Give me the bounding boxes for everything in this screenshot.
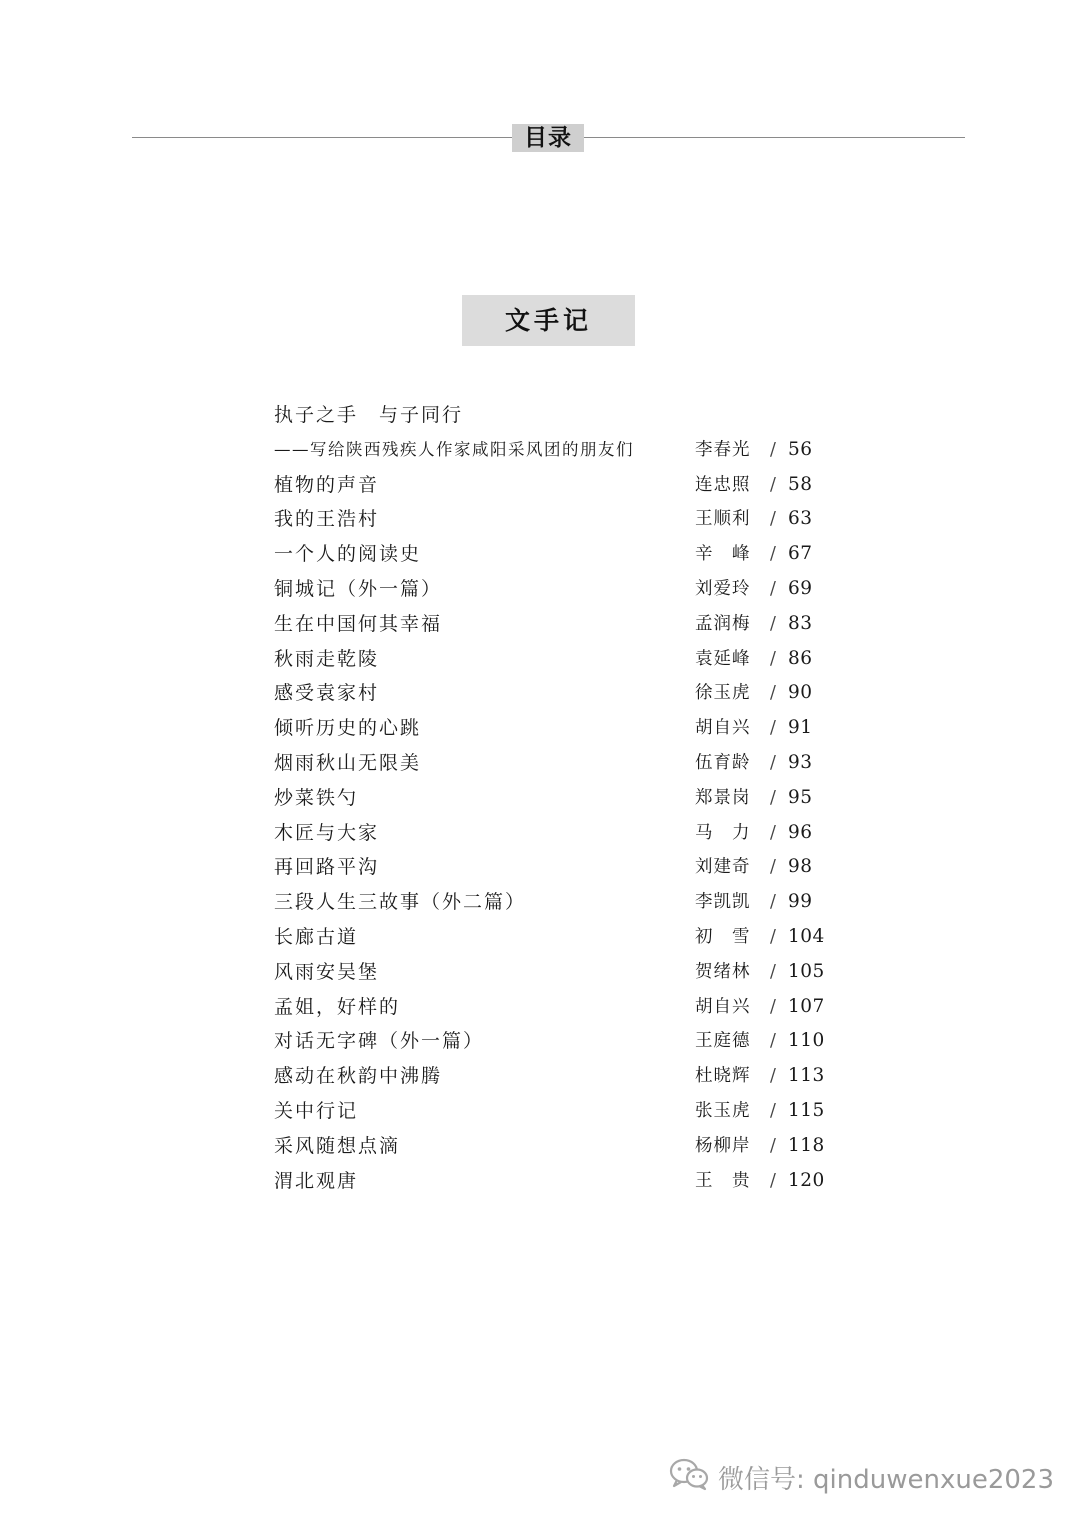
- toc-page-number: 91: [788, 717, 813, 739]
- toc-page-number: 93: [788, 751, 813, 773]
- toc-page-number: 90: [788, 682, 813, 704]
- toc-row: [274, 990, 834, 1025]
- toc-subtitle: ——写给陕西残疾人作家咸阳采风团的朋友们: [274, 439, 634, 459]
- toc-title: 执子之手 与子同行: [274, 404, 464, 426]
- toc-row: [274, 572, 834, 607]
- toc-title: 孟姐，好样的: [274, 995, 401, 1018]
- toc-title: 木匠与大家: [274, 821, 380, 844]
- toc-row: [274, 537, 834, 572]
- toc-author: 刘爱玲: [695, 578, 751, 599]
- toc-author: 王顺利: [695, 509, 751, 530]
- toc-separator: /: [770, 718, 778, 739]
- toc-row: [274, 1129, 834, 1164]
- toc-author: 马 力: [695, 822, 751, 843]
- toc-title: 渭北观唐: [274, 1169, 359, 1192]
- toc-separator: /: [770, 474, 778, 495]
- toc-separator: /: [770, 822, 778, 843]
- toc-separator: /: [770, 1170, 778, 1191]
- toc-title: 植物的声音: [274, 473, 380, 496]
- toc-separator: /: [770, 544, 778, 565]
- toc-row: [274, 398, 834, 433]
- toc-separator: /: [770, 613, 778, 634]
- toc-separator: /: [770, 752, 778, 773]
- toc-row: [274, 850, 834, 885]
- toc-title: 感动在秋韵中沸腾: [274, 1065, 443, 1088]
- toc-title: 长廊古道: [274, 925, 359, 948]
- toc-row: [274, 1024, 834, 1059]
- toc-author: 杜晓辉: [695, 1066, 751, 1087]
- toc-title: 采风随想点滴: [274, 1134, 401, 1157]
- toc-row: [274, 920, 834, 955]
- toc-title: 倾听历史的心跳: [274, 717, 422, 740]
- toc-separator: /: [770, 996, 778, 1017]
- toc-page-number: 69: [788, 577, 813, 599]
- toc-title: 生在中国何其幸福: [274, 612, 443, 635]
- toc-page-number: 105: [788, 960, 825, 982]
- toc-author: 刘建奇: [695, 857, 751, 878]
- toc-subtitle-row: [274, 433, 834, 468]
- toc-title: 风雨安吴堡: [274, 960, 380, 983]
- toc-separator: /: [770, 439, 778, 460]
- toc-title: 一个人的阅读史: [274, 543, 422, 566]
- toc-page-number: 58: [788, 473, 813, 495]
- toc-page-number: 110: [788, 1030, 825, 1052]
- toc-author: 王庭德: [695, 1031, 751, 1052]
- toc-author: 贺绪林: [695, 961, 751, 982]
- toc-page-number: 96: [788, 821, 813, 843]
- toc-title: 对话无字碑（外一篇）: [274, 1030, 485, 1053]
- wechat-icon: [668, 1457, 718, 1498]
- toc-row: [274, 1059, 834, 1094]
- toc-author: 郑景岗: [695, 787, 751, 808]
- toc-page-number: 107: [788, 995, 825, 1017]
- toc-separator: /: [770, 787, 778, 808]
- toc-author: 徐玉虎: [695, 683, 751, 704]
- toc-author: 孟润梅: [695, 613, 751, 634]
- toc-author: 胡自兴: [695, 996, 751, 1017]
- toc-separator: /: [770, 961, 778, 982]
- toc-separator: /: [770, 683, 778, 704]
- toc-separator: /: [770, 509, 778, 530]
- toc-page-number: 115: [788, 1099, 825, 1121]
- toc-separator: /: [770, 926, 778, 947]
- toc-separator: /: [770, 857, 778, 878]
- toc-page-number: 104: [788, 925, 825, 947]
- toc-row: [274, 607, 834, 642]
- toc-author: 袁延峰: [695, 648, 751, 669]
- toc-row: [274, 468, 834, 503]
- watermark: [668, 1457, 1054, 1497]
- table-of-contents: [274, 398, 834, 1198]
- watermark-text: 微信号: qinduwenxue2023: [718, 1464, 1054, 1495]
- toc-page-number: 120: [788, 1169, 825, 1191]
- toc-row: [274, 1094, 834, 1129]
- toc-author: 胡自兴: [695, 718, 751, 739]
- toc-page-number: 113: [788, 1065, 825, 1087]
- toc-page-number: 83: [788, 612, 813, 634]
- toc-title: 烟雨秋山无限美: [274, 751, 422, 774]
- toc-title: 关中行记: [274, 1099, 359, 1122]
- toc-row: [274, 676, 834, 711]
- toc-row: [274, 781, 834, 816]
- toc-title: 炒菜铁勺: [274, 786, 359, 809]
- toc-page-number: 95: [788, 786, 813, 808]
- toc-row: [274, 502, 834, 537]
- toc-page-number: 118: [788, 1134, 825, 1156]
- toc-separator: /: [770, 1031, 778, 1052]
- toc-author: 李春光: [695, 439, 751, 460]
- toc-row: [274, 816, 834, 851]
- toc-row: [274, 885, 834, 920]
- toc-page-number: 99: [788, 891, 813, 913]
- toc-separator: /: [770, 1066, 778, 1087]
- toc-author: 张玉虎: [695, 1100, 751, 1121]
- section-title: 文手记: [462, 295, 635, 346]
- page-title: 目录: [512, 124, 584, 152]
- toc-separator: /: [770, 892, 778, 913]
- toc-row: [274, 711, 834, 746]
- toc-author: 连忠照: [695, 474, 751, 495]
- toc-separator: /: [770, 648, 778, 669]
- toc-title: 秋雨走乾陵: [274, 647, 380, 670]
- toc-page-number: 67: [788, 543, 813, 565]
- toc-page-number: 86: [788, 647, 813, 669]
- toc-row: [274, 642, 834, 677]
- toc-author: 辛 峰: [695, 544, 751, 565]
- toc-author: 杨柳岸: [695, 1135, 751, 1156]
- toc-separator: /: [770, 1100, 778, 1121]
- toc-row: [274, 955, 834, 990]
- toc-title: 我的王浩村: [274, 508, 380, 531]
- toc-separator: /: [770, 578, 778, 599]
- toc-author: 初 雪: [695, 926, 751, 947]
- toc-page-number: 56: [788, 438, 813, 460]
- toc-row: [274, 1164, 834, 1199]
- toc-author: 王 贵: [695, 1170, 751, 1191]
- toc-row: [274, 746, 834, 781]
- toc-author: 伍育龄: [695, 752, 751, 773]
- toc-separator: /: [770, 1135, 778, 1156]
- toc-page-number: 63: [788, 508, 813, 530]
- toc-page-number: 98: [788, 856, 813, 878]
- toc-title: 再回路平沟: [274, 856, 380, 879]
- toc-title: 三段人生三故事（外二篇）: [274, 891, 527, 914]
- toc-title: 铜城记（外一篇）: [274, 577, 443, 600]
- toc-author: 李凯凯: [695, 892, 751, 913]
- toc-title: 感受袁家村: [274, 682, 380, 705]
